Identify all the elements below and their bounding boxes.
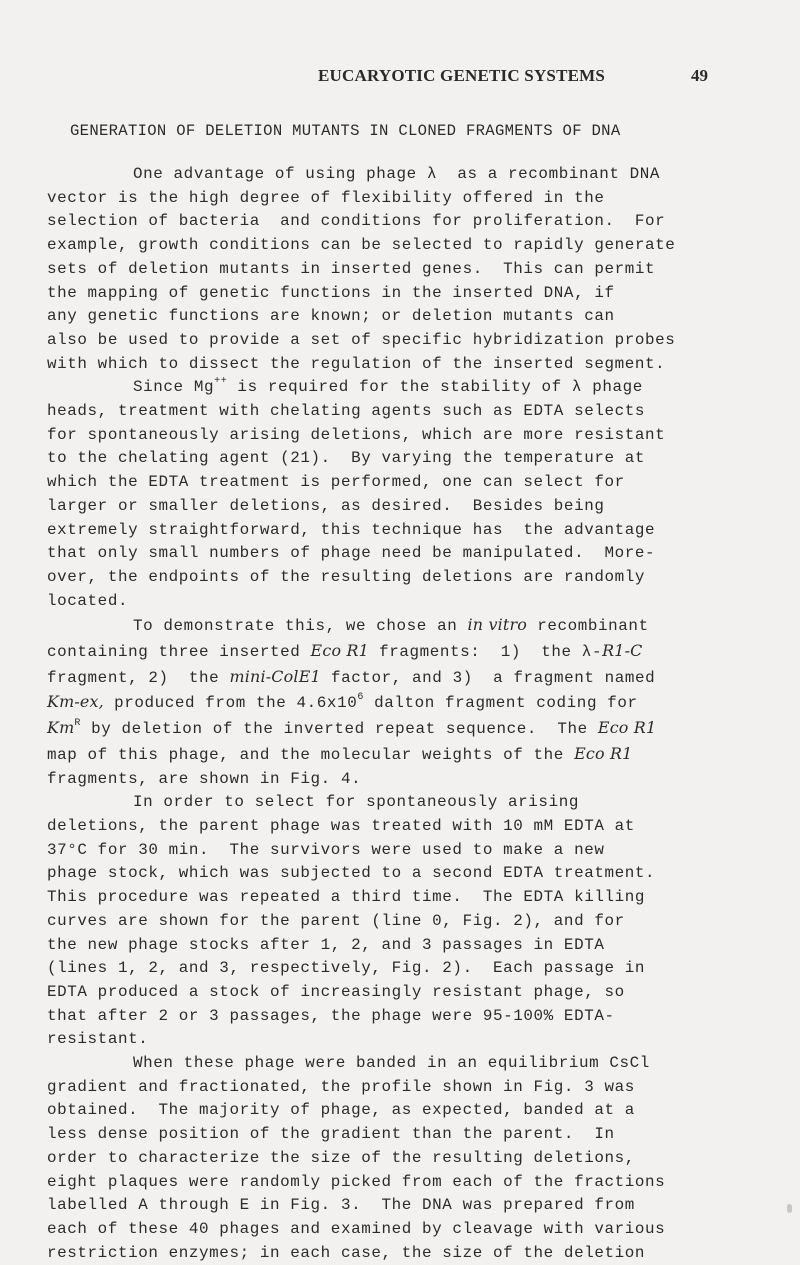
- text-line: eight plaques were randomly picked from each of the fractions: [47, 1172, 666, 1191]
- text-line: located.: [47, 591, 129, 610]
- text-line: order to characterize the size of the resulting deletions,: [47, 1148, 635, 1167]
- text-line: with which to dissect the regulation of the inserted segment.: [47, 354, 666, 373]
- italic-term: Km-ex,: [47, 692, 104, 712]
- text-line: obtained. The majority of phage, as expected, banded at a: [47, 1101, 635, 1120]
- text-line: which the EDTA treatment is performed, one can select for: [47, 473, 625, 492]
- text-line: resistant.: [47, 1030, 149, 1049]
- text-line: [47, 690, 767, 716]
- text-run: To demonstrate this, we chose an: [133, 617, 468, 636]
- text-run: factor, and 3) a fragment named: [320, 668, 656, 687]
- text-line: the new phage stocks after 1, 2, and 3 passages in EDTA: [47, 935, 605, 954]
- body-text: [47, 163, 767, 1265]
- text-line: labelled A through E in Fig. 3. The DNA was prepared from: [47, 1196, 635, 1215]
- text-run: containing three inserted: [47, 643, 311, 662]
- text-line: gradient and fractionated, the profile shown in Fig. 3 was: [47, 1077, 635, 1096]
- italic-term: Eco R1: [574, 743, 633, 763]
- text-line: EDTA produced a stock of increasingly resistant phage, so: [47, 982, 625, 1001]
- text-line: vector is the high degree of flexibility offered in the: [47, 188, 605, 207]
- text-line: curves are shown for the parent (line 0, Fig. 2), and for: [47, 911, 625, 930]
- italic-term: Eco R1: [310, 641, 369, 661]
- text-line: [47, 665, 767, 691]
- text-line: the mapping of genetic functions in the inserted DNA, if: [47, 283, 615, 302]
- page-number: 49: [691, 66, 708, 85]
- text-line: over, the endpoints of the resulting deletions are randomly: [47, 567, 646, 586]
- superscript: 6: [357, 692, 364, 704]
- text-line: deletions, the parent phage was treated with 10 mM EDTA at: [47, 816, 635, 835]
- text-line: sets of deletion mutants in inserted genes. This can permit: [47, 259, 656, 278]
- text-run: is required for the stability of λ phage: [227, 378, 643, 397]
- text-line: extremely straightforward, this technique has the advantage: [47, 520, 656, 539]
- text-line: When these phage were banded in an equilibrium CsCl: [133, 1054, 650, 1073]
- text-line: any genetic functions are known; or deletion mutants can: [47, 307, 615, 326]
- text-line: also be used to provide a set of specific hybridization probes: [47, 330, 676, 349]
- text-line: selection of bacteria and conditions for proliferation. For: [47, 212, 666, 231]
- section-title: GENERATION OF DELETION MUTANTS IN CLONED FRAGMENTS OF DNA: [70, 122, 621, 140]
- text-line: [47, 639, 767, 665]
- text-line: restriction enzymes; in each case, the size of the deletion: [47, 1243, 646, 1262]
- text-line: each of these 40 phages and examined by cleavage with various: [47, 1219, 666, 1238]
- text-run: by deletion of the inverted repeat sequence. The: [80, 720, 598, 739]
- text-line: to the chelating agent (21). By varying the temperature at: [47, 449, 646, 468]
- superscript: R: [74, 717, 81, 729]
- text-line: for spontaneously arising deletions, which are more resistant: [47, 425, 666, 444]
- text-line: [47, 742, 767, 768]
- text-run: recombinant: [527, 617, 649, 636]
- text-line: In order to select for spontaneously arising: [133, 793, 579, 812]
- italic-term: in vitro: [467, 615, 528, 635]
- text-line: fragments, are shown in Fig. 4.: [47, 769, 362, 788]
- text-line: (lines 1, 2, and 3, respectively, Fig. 2). Each passage in: [47, 959, 646, 978]
- text-run: fragments: 1) the λ-: [368, 643, 603, 662]
- text-run: produced from the 4.6x10: [103, 694, 358, 713]
- text-run: fragment, 2) the: [47, 668, 230, 687]
- text-line: One advantage of using phage λ as a recombinant DNA: [133, 165, 661, 183]
- text-line: example, growth conditions can be selected to rapidly generate: [47, 236, 676, 255]
- italic-term: Km: [47, 718, 75, 738]
- text-line: less dense position of the gradient than the parent. In: [47, 1125, 615, 1144]
- text-run: map of this phage, and the molecular weights of the: [47, 745, 575, 764]
- text-line: This procedure was repeated a third time. The EDTA killing: [47, 888, 646, 907]
- paper-speck: [787, 1204, 792, 1213]
- text-line: [47, 376, 767, 400]
- text-line: that after 2 or 3 passages, the phage were 95-100% EDTA-: [47, 1006, 615, 1025]
- superscript: ++: [214, 376, 228, 388]
- text-line: heads, treatment with chelating agents such as EDTA selects: [47, 402, 646, 421]
- italic-term: mini-ColE1: [229, 666, 321, 686]
- text-line: [47, 716, 767, 742]
- text-line: 37°C for 30 min. The survivors were used to make a new: [47, 840, 605, 859]
- italic-term: Eco R1: [597, 718, 657, 738]
- text-line: larger or smaller deletions, as desired. Besides being: [47, 496, 605, 515]
- italic-term: R1-C: [602, 641, 643, 661]
- text-line: [47, 613, 767, 639]
- running-head: EUCARYOTIC GENETIC SYSTEMS: [318, 66, 606, 85]
- text-run: dalton fragment coding for: [363, 694, 638, 713]
- text-line: phage stock, which was subjected to a second EDTA treatment.: [47, 864, 656, 883]
- text-line: that only small numbers of phage need be manipulated. More-: [47, 544, 656, 563]
- text-run: Since Mg: [133, 378, 215, 397]
